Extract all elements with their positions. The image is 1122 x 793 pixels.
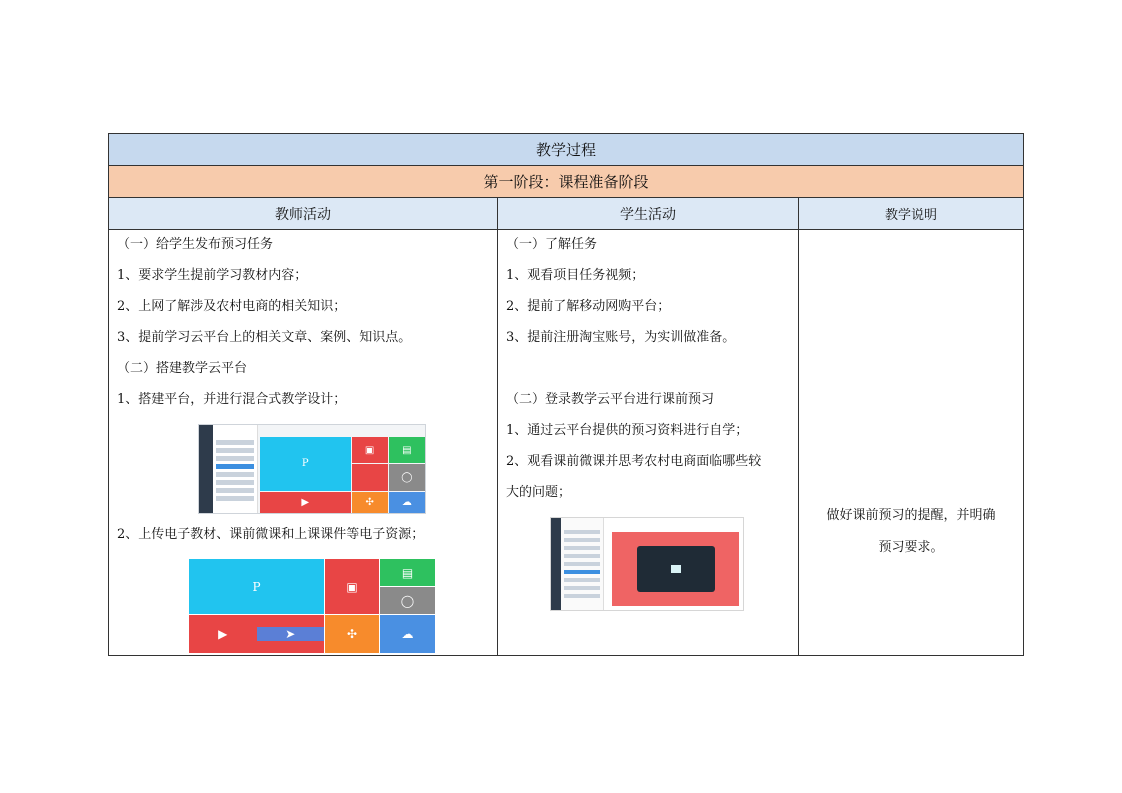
stage-heading: 第一阶段：课程准备阶段 bbox=[109, 166, 1023, 198]
teacher-line: 1、搭建平台，并进行混合式教学设计； bbox=[117, 392, 347, 407]
blank-tile bbox=[352, 464, 388, 490]
ppt-tile-icon: P bbox=[189, 559, 324, 614]
student-line: 2、提前了解移动网购平台； bbox=[506, 299, 671, 314]
sidebar-nav-image bbox=[199, 425, 213, 513]
teacher-line: 2、上网了解涉及农村电商的相关知识； bbox=[117, 299, 347, 314]
header-teaching-note: 教学说明 bbox=[884, 208, 937, 223]
note-line: 预习要求。 bbox=[878, 540, 944, 555]
video-tile-icon: ▶ bbox=[189, 627, 257, 641]
header-teacher-activity: 教师活动 bbox=[109, 198, 498, 229]
teacher-activity-cell bbox=[109, 230, 498, 655]
student-line: 1、观看项目任务视频； bbox=[506, 268, 645, 283]
apps-tile-icon: ✣ bbox=[325, 615, 379, 653]
student-line: 3、提前注册淘宝账号，为实训做准备。 bbox=[506, 330, 736, 345]
teacher-line: 3、提前学习云平台上的相关文章、案例、知识点。 bbox=[117, 330, 412, 345]
student-line: 1、通过云平台提供的预习资料进行自学； bbox=[506, 423, 749, 438]
teacher-line: 1、要求学生提前学习教材内容； bbox=[117, 268, 308, 283]
column-headers bbox=[109, 198, 1023, 230]
blank-line bbox=[506, 360, 790, 391]
teacher-line: （二）搭建教学云平台 bbox=[117, 361, 248, 376]
teacher-line: 2、上传电子教材、课前微课和上课课件等电子资源； bbox=[117, 527, 425, 542]
table-title: 教学过程 bbox=[109, 134, 1023, 166]
ppt-tile-icon: P bbox=[260, 437, 351, 491]
cloud-tile-icon: ☁ bbox=[380, 615, 435, 653]
send-tile-icon: ➤ bbox=[257, 627, 325, 641]
platform-screenshot-resources bbox=[189, 559, 435, 653]
stage-content-row bbox=[109, 230, 1023, 655]
platform-screenshot-preview bbox=[550, 517, 744, 611]
teacher-line: （一）给学生发布预习任务 bbox=[117, 237, 274, 252]
teaching-process-table bbox=[108, 133, 1024, 656]
header-student-activity: 学生活动 bbox=[498, 198, 799, 229]
teaching-note-cell bbox=[799, 230, 1023, 655]
video-preview-image bbox=[604, 518, 743, 610]
platform-screenshot-design bbox=[198, 424, 426, 514]
doc-tile-icon: ▤ bbox=[389, 437, 425, 463]
media-tile-icon: ▣ bbox=[325, 559, 379, 614]
teaching-note-text bbox=[799, 500, 1023, 564]
student-line: （一）了解任务 bbox=[506, 237, 598, 252]
media-tile-icon: ▣ bbox=[352, 437, 388, 463]
sidebar-nav-image bbox=[551, 518, 561, 610]
doc-tile-icon: ▤ bbox=[380, 559, 435, 586]
tile-grid-image bbox=[258, 425, 425, 513]
student-line: （二）登录教学云平台进行课前预习 bbox=[506, 392, 715, 407]
video-tile-icon: ▶ bbox=[260, 492, 351, 513]
monitor-caption bbox=[671, 565, 681, 573]
video-and-send-tiles bbox=[189, 615, 324, 653]
student-line: 2、观看课前微课并思考农村电商面临哪些较 bbox=[506, 454, 762, 469]
chat-tile-icon: ◯ bbox=[389, 464, 425, 490]
note-line: 做好课前预习的提醒，并明确 bbox=[826, 508, 996, 523]
monitor-graphic bbox=[637, 546, 715, 592]
student-line: 大的问题； bbox=[506, 485, 572, 500]
resource-list-image bbox=[561, 518, 604, 610]
student-activity-cell bbox=[498, 230, 799, 655]
video-frame bbox=[612, 532, 739, 606]
chat-tile-icon: ◯ bbox=[380, 587, 435, 614]
apps-tile-icon: ✣ bbox=[352, 492, 388, 513]
resource-list-image bbox=[213, 425, 258, 513]
cloud-tile-icon: ☁ bbox=[389, 492, 425, 513]
